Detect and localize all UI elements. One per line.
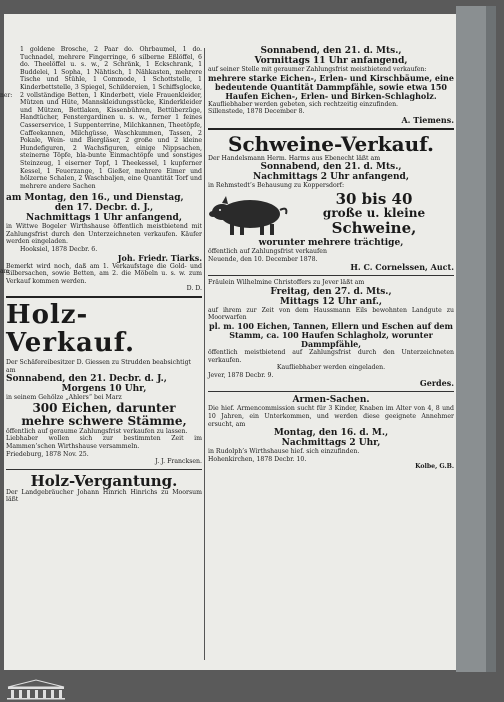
top-auction-time: Vormittags 11 Uhr anfangend, bbox=[254, 56, 408, 66]
divider bbox=[6, 296, 202, 298]
auction-date-2: den 17. Decbr. d. J., bbox=[54, 203, 154, 214]
auction-place-text: in Wittwe Bogeler Wirthshause öffentlich meistbietend mit Zahlungsfrist durch den Unterzeichneten verkaufen. Käufer werden eingeladen. bbox=[6, 223, 202, 246]
footer-bar bbox=[0, 672, 504, 702]
auction-note: Bemerkt wird noch, daß am 1. Verkaufstage die Gold- und Silbersachen, sowie Betten, am 2. die Möbeln u. s. w. zum Verkauf kommen werden. bbox=[6, 262, 202, 285]
holz-headline-1: 300 Eichen, darunter bbox=[32, 400, 176, 415]
schweine-place-date: Neuende, den 10. December 1878. bbox=[208, 255, 318, 263]
holz-invite: Liebhaber wollen sich zur bestimmten Zeit im Mammen’schen Wirthshause versammeln. bbox=[6, 435, 202, 450]
top-auction-invite: Kaufliebhaber werden gebeten, sich rechtzeitig einzufinden. bbox=[208, 100, 399, 108]
divider bbox=[208, 128, 454, 130]
holz-terms: öffentlich auf geraume Zahlungsfrist verkaufen zu lassen. bbox=[6, 427, 188, 435]
divider bbox=[208, 391, 454, 392]
holz-place: in seinem Gehölze „Ahlers“ bei Marz bbox=[6, 394, 122, 402]
column-divider bbox=[204, 48, 205, 660]
schweine-intro: Der Handelsmann Herm. Harms aus Ebenecht läßt am bbox=[208, 154, 381, 162]
auction-item-list: 1 goldene Brosche, 2 Paar do. Ohrbaumel, 1 do. Tuchnadel, mehrere Fingerringe, 6 silberne Eßlöffel, 6 do. Theelöffel u. s. w., 2 Schränk, 1 Eckschrank, 1 Buddelei, 1 Sopha, 1 Nähtisch, 1 Nähkasten, mehrere Tische und Stühle, 1 Commode, 1 Schottstelle, 1 Kinderbettstelle, 3 Spiegel, Schildereien, 1 Schiffsglocke, 2 vollständige Betten, 1 Kinderbett, viele Frauenkleider, Mützen und Hüte, Mannskleidungsstücke, Kinderkleider und Mützen, Bettlaken, Kissenbühren, Bettüberzüge, Handtücher, Fenstergardinen u. s. w., ferner 1 feines Casserservice, 1 Suppenterrine, Milchkannen, Theetöpfe, Caffeekannen, Milchgüsse, Waschkummen, Tassen, 2 Pokale, Wein- und Biergläser, 2 große und 2 kleine Hundefiguren, 2 Wachsfiguren, einige Nippsachen, steinerne Töpfe, bla-bunte Einmachtöpfe und sonstiges Steinzeug, 1 eiserner Topf, 1 Theekessel, 1 kupferner Kessel, 1 Feuerzange, 1 Gießer, mehrere Eimer und hölzerne Schalen, 2 Waschbaljen, eine Quantität Torf und mehrere andere Sachen bbox=[20, 46, 202, 190]
auction-note-sign: D. D. bbox=[186, 285, 202, 293]
schweine-subline: worunter mehrere trächtige, bbox=[258, 237, 404, 248]
holz-date: Sonnabend, den 21. Decbr. d. J., bbox=[6, 374, 167, 385]
top-auction-items: mehrere starke Eichen-, Erlen- und Kirschbäume, eine bedeutende Quantität Dammpfähle, sowie etwa 150 Haufen Eichen-, Erlen- und Birken-Schlagholz. bbox=[208, 72, 454, 101]
fraeulein-place-date: Jever, 1878 Decbr. 9. bbox=[208, 371, 274, 379]
book-spine-edge bbox=[486, 6, 496, 674]
top-auction-intro: auf seiner Stelle mit geraumer Zahlungsfrist meistbietend verkaufen: bbox=[208, 66, 427, 73]
margin-note: am bbox=[0, 268, 10, 275]
schweine-verkauf-title: Schweine-Verkauf. bbox=[228, 131, 434, 156]
armen-text: Die hief. Armencommission sucht für 3 Kinder, Knaben im Alter von 4, 8 und 10 Jahren, ein Unterkommen, und werden diese geeignete Annehmer ersucht, am bbox=[208, 405, 454, 428]
pig-icon bbox=[208, 190, 294, 238]
armen-sachen-title: Armen-Sachen. bbox=[292, 395, 370, 406]
schweine-headline-3: Schweine, bbox=[331, 219, 417, 238]
schweine-date: Sonnabend, den 21. d. Mts., bbox=[260, 162, 402, 173]
armen-time: Nachmittags 2 Uhr, bbox=[281, 438, 381, 449]
auction-date: am Montag, den 16., und Dienstag, bbox=[6, 193, 184, 204]
holz-date-place: Friedeburg, 1878 Nov. 25. bbox=[6, 450, 89, 458]
holz-verkauf-title: Holz-Verkauf. bbox=[6, 300, 136, 359]
top-auction-date: Sonnabend, den 21. d. Mts., bbox=[260, 46, 402, 56]
armen-place: in Rudolph’s Wirthshause hief. sich einzufinden. bbox=[208, 448, 360, 456]
holz-vergantung-title: Holz-Vergantung. bbox=[30, 471, 178, 490]
fraeulein-date: Freitag, den 27. d. Mts., bbox=[270, 286, 392, 297]
top-auction-place: Sillenstede, 1878 December 8. bbox=[208, 108, 305, 116]
schweine-time: Nachmittags 2 Uhr anfangend, bbox=[253, 172, 409, 183]
holz-signer: J. J. Francksen. bbox=[155, 458, 202, 466]
divider bbox=[6, 469, 202, 470]
armen-signer: Kolbe, G.B. bbox=[415, 463, 454, 471]
divider bbox=[208, 275, 454, 276]
library-building-icon bbox=[4, 678, 68, 700]
fraeulein-place: auf ihrem zur Zeit von dem Haussmann Eils bewohnten Landgute zu Moorwarfen bbox=[208, 306, 454, 322]
auction-time: Nachmittags 1 Uhr anfangend, bbox=[26, 213, 182, 224]
holz-headline-2: mehre schwere Stämme, bbox=[21, 413, 187, 428]
top-auction-signer: A. Tiemens. bbox=[401, 114, 454, 125]
auction-place-date: Hooksiel, 1878 Decbr. 6. bbox=[20, 246, 98, 254]
fraeulein-invite: Kaufliebhaber werden eingeladen. bbox=[276, 364, 386, 372]
schweine-ad-block bbox=[208, 190, 454, 238]
schweine-terms: öffentlich auf Zahlungsfrist verkaufen bbox=[208, 247, 327, 255]
schweine-headline-2: große u. kleine bbox=[322, 206, 426, 221]
holz-time: Morgens 10 Uhr, bbox=[61, 384, 147, 395]
armen-place-date: Hohenkirchen, 1878 Decbr. 10. bbox=[208, 455, 307, 463]
fraeulein-intro: Fräulein Wilhelmine Christoffers zu Jever läßt am bbox=[208, 279, 365, 287]
right-column bbox=[208, 46, 454, 471]
armen-date: Montag, den 16. d. M., bbox=[273, 428, 389, 439]
holz-intro: Der Schäfereibesitzer D. Giessen zu Strudden beabsichtigt am bbox=[6, 359, 192, 374]
fraeulein-items: pl. m. 100 Eichen, Tannen, Ellern und Eschen auf dem Stamm, ca. 100 Haufen Schlagholz, worunter Dammpfähle, bbox=[209, 320, 453, 349]
holz-vergantung-text: Der Landgebräucher Johann Hinrich Hinrichs zu Moorsum läßt bbox=[6, 488, 202, 504]
left-column bbox=[6, 46, 202, 504]
fraeulein-time: Mittags 12 Uhr anf., bbox=[279, 296, 383, 307]
schweine-headline-1: 30 bis 40 bbox=[335, 190, 413, 209]
schweine-place: in Rehmstedt’s Behausung zu Koppersdorf: bbox=[208, 182, 345, 190]
fraeulein-signer: Gerdes. bbox=[419, 378, 454, 389]
margin-note: ner: bbox=[0, 92, 13, 99]
auction-signer: Joh. Friedr. Tiarks. bbox=[117, 252, 202, 263]
schweine-signer: H. C. Cornelssen, Auct. bbox=[350, 262, 454, 273]
fraeulein-terms: öffentlich meistbietend auf Zahlungsfrist durch den Unterzeichneten verkaufen. bbox=[208, 348, 454, 364]
